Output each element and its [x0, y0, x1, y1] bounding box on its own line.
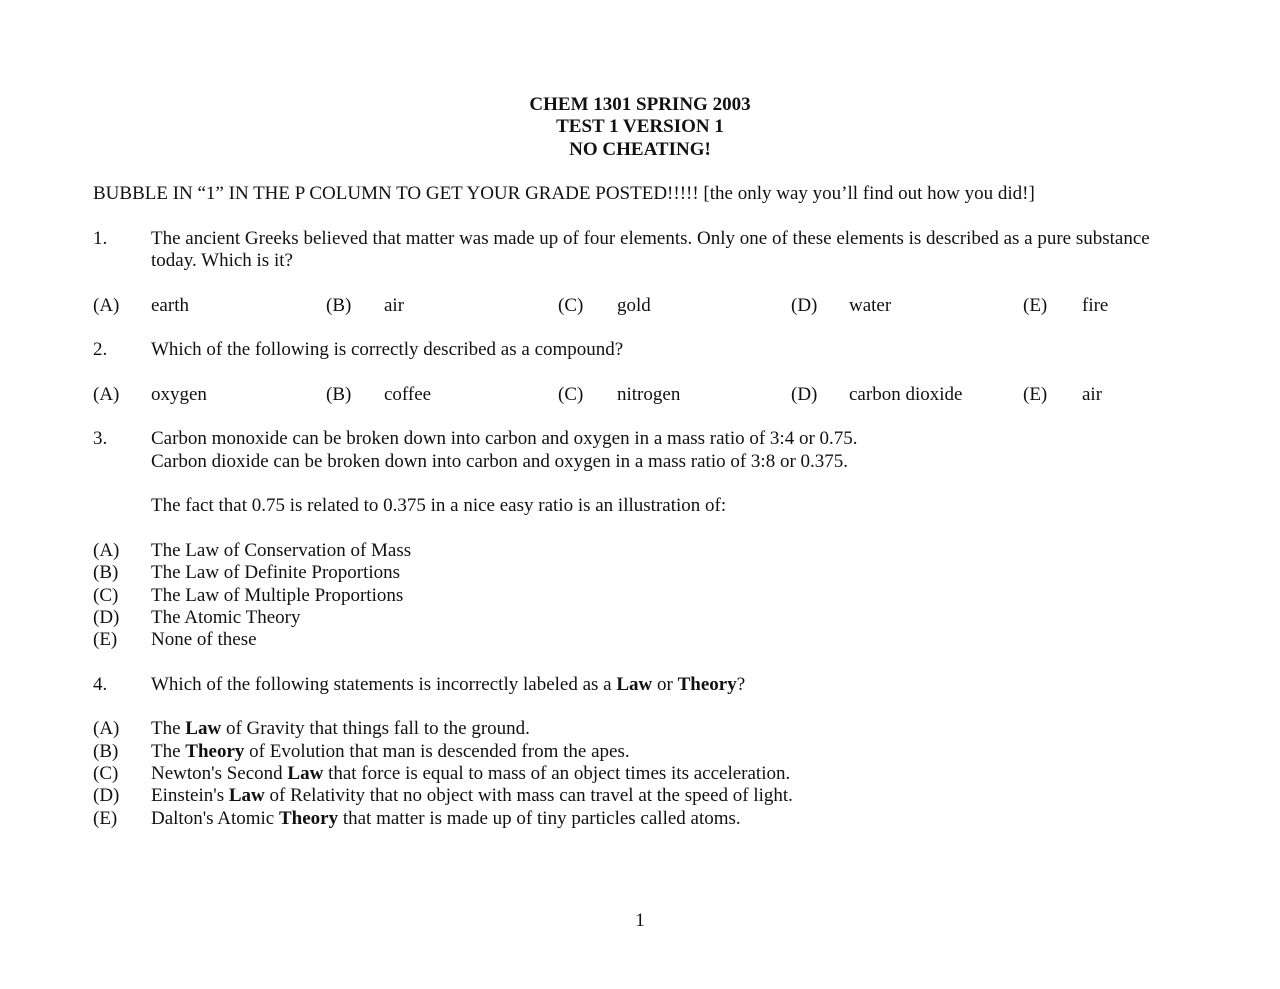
option-label: (C) — [93, 585, 119, 606]
option-label: (E) — [1023, 384, 1048, 405]
option-text: nitrogen — [617, 384, 681, 405]
option-text-part: of Evolution that man is descended from the apes. — [244, 741, 630, 762]
option-text-part: that matter is made up of tiny particles called atoms. — [338, 808, 741, 829]
option-text: earth — [151, 295, 189, 316]
option-label: (E) — [93, 629, 118, 650]
option-text: carbon dioxide — [849, 384, 963, 405]
question-text-line: Which of the following is correctly described as a compound? — [151, 339, 624, 360]
test-title: CHEM 1301 SPRING 2003 — [529, 94, 751, 115]
option-text: air — [1082, 384, 1103, 405]
question-text-line: The ancient Greeks believed that matter was made up of four elements. Only one of these elements is described as a pure substance — [151, 228, 1150, 249]
option-text-part: that force is equal to mass of an object times its acceleration. — [323, 763, 791, 784]
option-label: (D) — [791, 384, 818, 405]
test-version: TEST 1 VERSION 1 — [556, 116, 724, 137]
option-text-part: of Gravity that things fall to the ground. — [221, 718, 530, 739]
option-bold-term: Law — [287, 763, 324, 784]
law-term: Law — [616, 674, 653, 695]
option-text: The Law of Definite Proportions — [151, 562, 401, 583]
question-text-line: Carbon dioxide can be broken down into carbon and oxygen in a mass ratio of 3:8 or 0.375. — [151, 451, 849, 472]
question-text-line — [151, 674, 745, 696]
option-label: (B) — [326, 295, 352, 316]
option-text-part: Einstein's — [151, 785, 229, 806]
option-text — [151, 808, 741, 830]
option-text — [151, 763, 790, 785]
instruction-text: BUBBLE IN “1” IN THE P COLUMN TO GET YOUR GRADE POSTED!!!!! [the only way you’ll find out how you did!] — [93, 183, 1035, 204]
option-text: The Law of Multiple Proportions — [151, 585, 404, 606]
option-text: water — [849, 295, 892, 316]
option-bold-term: Theory — [185, 741, 245, 762]
page-number: 1 — [635, 910, 645, 931]
question-number: 4. — [93, 674, 108, 695]
option-label: (B) — [93, 741, 119, 762]
option-text-part: Newton's Second — [151, 763, 288, 784]
option-text: air — [384, 295, 405, 316]
theory-term: Theory — [677, 674, 737, 695]
question-text: or — [652, 674, 678, 695]
option-label: (B) — [93, 562, 119, 583]
option-label: (A) — [93, 540, 120, 561]
question-text: Which of the following statements is incorrectly labeled as a — [151, 674, 617, 695]
option-text: The Law of Conservation of Mass — [151, 540, 412, 561]
option-label: (C) — [558, 384, 584, 405]
option-label: (D) — [791, 295, 818, 316]
option-text: oxygen — [151, 384, 207, 405]
option-label: (C) — [93, 763, 119, 784]
option-text-part: The — [151, 741, 186, 762]
option-text — [151, 785, 793, 807]
question-text-line: The fact that 0.75 is related to 0.375 in a nice easy ratio is an illustration of: — [151, 495, 727, 516]
option-bold-term: Theory — [278, 808, 339, 829]
question-text: ? — [736, 674, 746, 695]
option-label: (D) — [93, 785, 120, 806]
option-label: (E) — [93, 808, 118, 829]
option-label: (A) — [93, 384, 120, 405]
option-text: None of these — [151, 629, 257, 650]
question-text-line: today. Which is it? — [151, 250, 293, 271]
option-text: The Atomic Theory — [151, 607, 301, 628]
option-text-part: Dalton's Atomic — [151, 808, 279, 829]
option-label: (B) — [326, 384, 352, 405]
option-label: (D) — [93, 607, 120, 628]
test-warning: NO CHEATING! — [569, 139, 711, 160]
option-text-part: The — [151, 718, 186, 739]
question-number: 1. — [93, 228, 108, 249]
option-label: (E) — [1023, 295, 1048, 316]
question-number: 3. — [93, 428, 108, 449]
option-bold-term: Law — [185, 718, 222, 739]
option-label: (A) — [93, 718, 120, 739]
question-text-line: Carbon monoxide can be broken down into carbon and oxygen in a mass ratio of 3:4 or 0.75. — [151, 428, 858, 449]
option-text: coffee — [384, 384, 432, 405]
option-text: fire — [1082, 295, 1109, 316]
option-text — [151, 741, 630, 763]
option-label: (C) — [558, 295, 584, 316]
option-text: gold — [617, 295, 651, 316]
option-bold-term: Law — [228, 785, 265, 806]
question-number: 2. — [93, 339, 108, 360]
option-label: (A) — [93, 295, 120, 316]
option-text — [151, 718, 530, 740]
option-text-part: of Relativity that no object with mass can travel at the speed of light. — [264, 785, 793, 806]
